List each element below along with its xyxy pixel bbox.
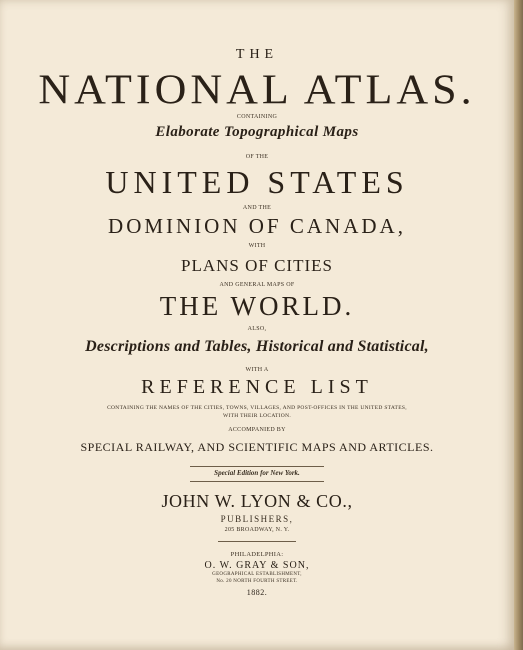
label-with: WITH [248,243,266,249]
engraver-name: O. W. GRAY & SON, [204,560,310,571]
heading-reference-list: REFERENCE LIST [141,376,373,398]
publishers-label: PUBLISHERS, [220,514,294,524]
divider-short [218,541,296,542]
heading-plans-of-cities: PLANS OF CITIES [181,256,333,275]
title-national-atlas: NATIONAL ATLAS. [38,66,476,113]
text-special-edition: Special Edition for New York. [214,469,300,477]
subtitle-elaborate-maps: Elaborate Topographical Maps [155,124,359,140]
heading-united-states: UNITED STATES [105,164,409,200]
label-also: ALSO, [247,326,267,332]
city-label: PHILADELPHIA: [230,551,284,558]
text-containing-names-2: WITH THEIR LOCATION. [222,413,292,419]
label-and-the: AND THE [242,205,272,211]
book-edge [514,0,523,650]
publisher-name: JOHN W. LYON & CO., [161,491,353,511]
publication-year: 1882. [246,588,268,597]
label-with-a: WITH A [245,367,269,373]
divider-top [190,466,324,467]
publisher-address: 205 BROADWAY, N. Y. [224,527,290,533]
label-of-the: OF THE [245,154,269,160]
title-the: THE [235,47,279,62]
subtitle-descriptions: Descriptions and Tables, Historical and Statistical, [85,338,429,355]
label-general-maps: AND GENERAL MAPS OF [219,282,295,288]
engraver-establishment: GEOGRAPHICAL ESTABLISHMENT, [212,572,302,577]
text-containing-names-1: CONTAINING THE NAMES OF THE CITIES, TOWNS, VILLAGES, AND POST-OFFICES IN THE UNITED STATES, [107,405,407,411]
engraver-address: No. 20 NORTH FOURTH STREET. [216,579,298,584]
heading-the-world: THE WORLD. [159,291,355,321]
heading-dominion-canada: DOMINION OF CANADA, [108,214,406,238]
label-accompanied-by: ACCOMPANIED BY [228,427,286,433]
text-special-maps: SPECIAL RAILWAY, AND SCIENTIFIC MAPS AND ARTICLES. [80,440,434,454]
divider-bottom [190,481,324,482]
label-containing: CONTAINING [236,114,278,120]
